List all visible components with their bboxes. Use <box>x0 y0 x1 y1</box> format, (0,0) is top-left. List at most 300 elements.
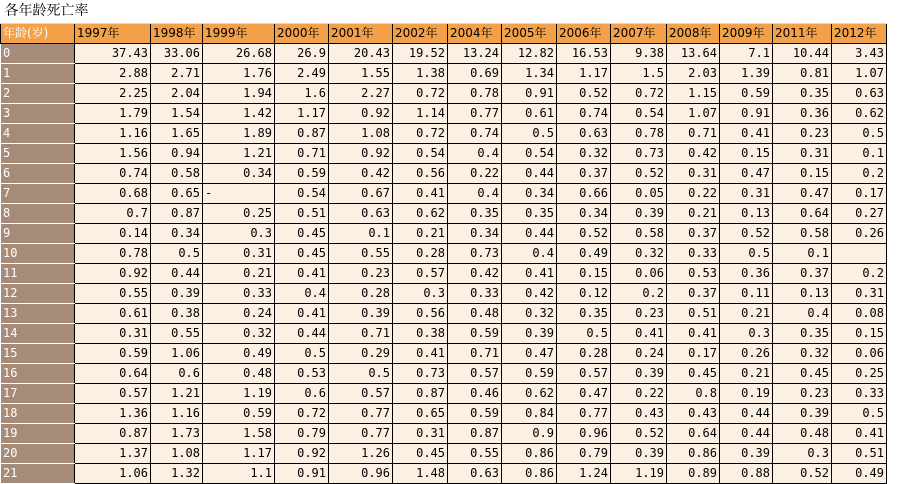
rate-cell[interactable] <box>832 243 887 263</box>
rate-cell[interactable]: 0.64 <box>773 203 832 223</box>
rate-cell[interactable]: 0.52 <box>720 223 773 243</box>
rate-cell[interactable]: 0.57 <box>75 383 151 403</box>
rate-cell[interactable]: 0.72 <box>393 123 448 143</box>
rate-cell[interactable]: 0.41 <box>275 263 329 283</box>
rate-cell[interactable]: 0.21 <box>393 223 448 243</box>
rate-cell[interactable]: 0.35 <box>557 303 611 323</box>
rate-cell[interactable]: 0.63 <box>329 203 393 223</box>
rate-cell[interactable]: 0.32 <box>773 343 832 363</box>
rate-cell[interactable]: 0.86 <box>667 443 720 463</box>
rate-cell[interactable]: 0.37 <box>667 283 720 303</box>
rate-cell[interactable]: 0.35 <box>773 83 832 103</box>
age-cell[interactable]: 12 <box>1 283 75 303</box>
rate-cell[interactable]: 0.33 <box>448 283 502 303</box>
year-column-header[interactable]: 2007年 <box>611 23 667 43</box>
rate-cell[interactable]: 0.31 <box>203 243 275 263</box>
rate-cell[interactable]: 0.48 <box>448 303 502 323</box>
rate-cell[interactable]: 0.42 <box>502 283 557 303</box>
rate-cell[interactable]: 0.45 <box>275 223 329 243</box>
rate-cell[interactable]: 0.53 <box>275 363 329 383</box>
year-column-header[interactable]: 2004年 <box>448 23 502 43</box>
rate-cell[interactable]: 0.19 <box>720 383 773 403</box>
year-column-header[interactable]: 2000年 <box>275 23 329 43</box>
rate-cell[interactable]: 0.39 <box>611 443 667 463</box>
rate-cell[interactable]: 1.17 <box>275 103 329 123</box>
year-column-header[interactable]: 2001年 <box>329 23 393 43</box>
age-cell[interactable]: 3 <box>1 103 75 123</box>
rate-cell[interactable]: 0.71 <box>329 323 393 343</box>
rate-cell[interactable]: 0.3 <box>393 283 448 303</box>
rate-cell[interactable]: 0.31 <box>773 143 832 163</box>
rate-cell[interactable]: 0.96 <box>329 463 393 483</box>
rate-cell[interactable]: 37.43 <box>75 43 151 63</box>
rate-cell[interactable]: 0.44 <box>720 403 773 423</box>
rate-cell[interactable]: 0.33 <box>203 283 275 303</box>
rate-cell[interactable]: 0.88 <box>720 463 773 483</box>
rate-cell[interactable]: 0.41 <box>393 343 448 363</box>
rate-cell[interactable]: 0.22 <box>611 383 667 403</box>
rate-cell[interactable]: 1.56 <box>75 143 151 163</box>
rate-cell[interactable]: 0.59 <box>448 323 502 343</box>
rate-cell[interactable]: 0.87 <box>275 123 329 143</box>
rate-cell[interactable]: 0.35 <box>448 203 502 223</box>
rate-cell[interactable]: 1.1 <box>203 463 275 483</box>
rate-cell[interactable]: 2.49 <box>275 63 329 83</box>
rate-cell[interactable]: 0.26 <box>720 343 773 363</box>
rate-cell[interactable]: 0.74 <box>75 163 151 183</box>
rate-cell[interactable]: 19.52 <box>393 43 448 63</box>
rate-cell[interactable]: 0.59 <box>502 363 557 383</box>
rate-cell[interactable]: 0.2 <box>832 263 887 283</box>
rate-cell[interactable]: 0.45 <box>667 363 720 383</box>
rate-cell[interactable]: 20.43 <box>329 43 393 63</box>
rate-cell[interactable]: 0.2 <box>611 283 667 303</box>
rate-cell[interactable]: 0.41 <box>611 323 667 343</box>
rate-cell[interactable]: 0.31 <box>393 423 448 443</box>
rate-cell[interactable]: 0.59 <box>75 343 151 363</box>
rate-cell[interactable]: 0.47 <box>502 343 557 363</box>
rate-cell[interactable]: 1.5 <box>611 63 667 83</box>
rate-cell[interactable]: 1.07 <box>832 63 887 83</box>
rate-cell[interactable]: 1.58 <box>203 423 275 443</box>
rate-cell[interactable]: 0.23 <box>773 123 832 143</box>
rate-cell[interactable]: 0.39 <box>611 363 667 383</box>
rate-cell[interactable]: 1.54 <box>151 103 203 123</box>
rate-cell[interactable]: 0.52 <box>557 223 611 243</box>
rate-cell[interactable]: 0.52 <box>773 463 832 483</box>
year-column-header[interactable]: 2011年 <box>773 23 832 43</box>
rate-cell[interactable]: 0.3 <box>203 223 275 243</box>
rate-cell[interactable]: 0.5 <box>557 323 611 343</box>
rate-cell[interactable]: 0.4 <box>773 303 832 323</box>
rate-cell[interactable]: 0.25 <box>203 203 275 223</box>
rate-cell[interactable]: 0.35 <box>773 323 832 343</box>
rate-cell[interactable]: 0.73 <box>448 243 502 263</box>
rate-cell[interactable]: 0.15 <box>720 143 773 163</box>
year-column-header[interactable]: 1997年 <box>75 23 151 43</box>
rate-cell[interactable]: 0.41 <box>720 123 773 143</box>
rate-cell[interactable]: 0.8 <box>667 383 720 403</box>
rate-cell[interactable]: 26.68 <box>203 43 275 63</box>
rate-cell[interactable]: 1.38 <box>393 63 448 83</box>
rate-cell[interactable]: 1.19 <box>203 383 275 403</box>
rate-cell[interactable]: 0.32 <box>611 243 667 263</box>
rate-cell[interactable]: 0.65 <box>393 403 448 423</box>
rate-cell[interactable]: 9.38 <box>611 43 667 63</box>
rate-cell[interactable]: 0.23 <box>329 263 393 283</box>
rate-cell[interactable]: 0.44 <box>151 263 203 283</box>
rate-cell[interactable]: 0.39 <box>329 303 393 323</box>
rate-cell[interactable]: 0.22 <box>448 163 502 183</box>
rate-cell[interactable]: 2.27 <box>329 83 393 103</box>
rate-cell[interactable]: 0.66 <box>557 183 611 203</box>
age-cell[interactable]: 15 <box>1 343 75 363</box>
rate-cell[interactable]: 0.92 <box>329 143 393 163</box>
rate-cell[interactable]: 0.34 <box>502 183 557 203</box>
rate-cell[interactable]: 1.34 <box>502 63 557 83</box>
rate-cell[interactable]: 0.57 <box>393 263 448 283</box>
rate-cell[interactable]: 1.89 <box>203 123 275 143</box>
rate-cell[interactable]: 0.17 <box>667 343 720 363</box>
rate-cell[interactable]: 0.39 <box>151 283 203 303</box>
rate-cell[interactable]: 0.62 <box>832 103 887 123</box>
rate-cell[interactable]: 0.33 <box>832 383 887 403</box>
rate-cell[interactable]: 1.24 <box>557 463 611 483</box>
rate-cell[interactable]: 0.69 <box>448 63 502 83</box>
rate-cell[interactable]: 0.94 <box>151 143 203 163</box>
age-cell[interactable]: 7 <box>1 183 75 203</box>
rate-cell[interactable]: 0.58 <box>151 163 203 183</box>
rate-cell[interactable]: 0.37 <box>557 163 611 183</box>
rate-cell[interactable]: 1.6 <box>275 83 329 103</box>
rate-cell[interactable]: 0.43 <box>611 403 667 423</box>
age-cell[interactable]: 0 <box>1 43 75 63</box>
rate-cell[interactable]: 16.53 <box>557 43 611 63</box>
rate-cell[interactable]: 0.11 <box>720 283 773 303</box>
rate-cell[interactable]: 0.5 <box>329 363 393 383</box>
rate-cell[interactable]: 0.73 <box>393 363 448 383</box>
rate-cell[interactable]: 0.41 <box>667 323 720 343</box>
rate-cell[interactable]: 0.79 <box>557 443 611 463</box>
rate-cell[interactable]: 0.55 <box>75 283 151 303</box>
rate-cell[interactable]: 0.28 <box>393 243 448 263</box>
rate-cell[interactable]: 0.59 <box>275 163 329 183</box>
rate-cell[interactable]: 0.21 <box>203 263 275 283</box>
rate-cell[interactable]: 1.06 <box>75 463 151 483</box>
rate-cell[interactable]: 0.55 <box>151 323 203 343</box>
rate-cell[interactable]: 1.42 <box>203 103 275 123</box>
rate-cell[interactable]: 1.55 <box>329 63 393 83</box>
rate-cell[interactable]: 0.39 <box>773 403 832 423</box>
rate-cell[interactable]: 2.88 <box>75 63 151 83</box>
age-cell[interactable]: 2 <box>1 83 75 103</box>
rate-cell[interactable]: 0.91 <box>502 83 557 103</box>
age-column-header[interactable]: 年龄(岁) <box>1 23 75 43</box>
age-cell[interactable]: 18 <box>1 403 75 423</box>
rate-cell[interactable]: 0.49 <box>203 343 275 363</box>
rate-cell[interactable]: 1.17 <box>557 63 611 83</box>
rate-cell[interactable]: 0.72 <box>393 83 448 103</box>
rate-cell[interactable]: 0.86 <box>502 443 557 463</box>
rate-cell[interactable]: 0.73 <box>611 143 667 163</box>
rate-cell[interactable]: 0.54 <box>393 143 448 163</box>
rate-cell[interactable]: 1.08 <box>151 443 203 463</box>
rate-cell[interactable]: 1.73 <box>151 423 203 443</box>
rate-cell[interactable]: 0.1 <box>773 243 832 263</box>
rate-cell[interactable]: 0.78 <box>448 83 502 103</box>
year-column-header[interactable]: 1999年 <box>203 23 275 43</box>
rate-cell[interactable]: 0.42 <box>329 163 393 183</box>
year-column-header[interactable]: 2012年 <box>832 23 887 43</box>
age-cell[interactable]: 21 <box>1 463 75 483</box>
rate-cell[interactable]: 0.55 <box>448 443 502 463</box>
rate-cell[interactable]: 0.34 <box>557 203 611 223</box>
rate-cell[interactable]: 0.74 <box>448 123 502 143</box>
rate-cell[interactable]: 0.1 <box>329 223 393 243</box>
rate-cell[interactable]: 0.77 <box>448 103 502 123</box>
rate-cell[interactable]: 0.91 <box>275 463 329 483</box>
rate-cell[interactable]: 13.24 <box>448 43 502 63</box>
rate-cell[interactable]: 0.36 <box>773 103 832 123</box>
rate-cell[interactable]: 0.14 <box>75 223 151 243</box>
rate-cell[interactable]: 0.5 <box>151 243 203 263</box>
rate-cell[interactable]: 0.47 <box>720 163 773 183</box>
rate-cell[interactable]: 0.61 <box>75 303 151 323</box>
rate-cell[interactable]: 0.46 <box>448 383 502 403</box>
rate-cell[interactable]: 0.24 <box>203 303 275 323</box>
rate-cell[interactable]: 0.78 <box>611 123 667 143</box>
rate-cell[interactable]: 0.21 <box>720 303 773 323</box>
rate-cell[interactable]: 0.54 <box>275 183 329 203</box>
age-cell[interactable]: 20 <box>1 443 75 463</box>
rate-cell[interactable]: 0.31 <box>667 163 720 183</box>
rate-cell[interactable]: 0.64 <box>75 363 151 383</box>
rate-cell[interactable]: 0.49 <box>557 243 611 263</box>
rate-cell[interactable]: 0.57 <box>448 363 502 383</box>
rate-cell[interactable]: 0.37 <box>667 223 720 243</box>
rate-cell[interactable]: 0.77 <box>329 403 393 423</box>
rate-cell[interactable]: 0.65 <box>151 183 203 203</box>
year-column-header[interactable]: 2002年 <box>393 23 448 43</box>
age-cell[interactable]: 14 <box>1 323 75 343</box>
rate-cell[interactable]: 0.91 <box>720 103 773 123</box>
rate-cell[interactable]: 0.21 <box>720 363 773 383</box>
year-column-header[interactable]: 2006年 <box>557 23 611 43</box>
rate-cell[interactable]: 0.28 <box>557 343 611 363</box>
rate-cell[interactable]: 0.52 <box>557 83 611 103</box>
rate-cell[interactable]: 0.54 <box>611 103 667 123</box>
rate-cell[interactable]: 0.41 <box>502 263 557 283</box>
rate-cell[interactable]: 0.41 <box>832 423 887 443</box>
rate-cell[interactable]: 0.21 <box>667 203 720 223</box>
rate-cell[interactable]: 2.03 <box>667 63 720 83</box>
rate-cell[interactable]: 0.33 <box>667 243 720 263</box>
age-cell[interactable]: 19 <box>1 423 75 443</box>
rate-cell[interactable]: 0.5 <box>275 343 329 363</box>
rate-cell[interactable]: 13.64 <box>667 43 720 63</box>
rate-cell[interactable]: 0.56 <box>393 303 448 323</box>
rate-cell[interactable]: 0.68 <box>75 183 151 203</box>
rate-cell[interactable]: 0.47 <box>557 383 611 403</box>
rate-cell[interactable]: 0.77 <box>329 423 393 443</box>
rate-cell[interactable]: 1.65 <box>151 123 203 143</box>
rate-cell[interactable]: 0.52 <box>611 423 667 443</box>
rate-cell[interactable]: 0.17 <box>832 183 887 203</box>
age-cell[interactable]: 13 <box>1 303 75 323</box>
rate-cell[interactable]: 0.45 <box>393 443 448 463</box>
rate-cell[interactable]: 0.63 <box>448 463 502 483</box>
rate-cell[interactable]: 0.05 <box>611 183 667 203</box>
rate-cell[interactable]: 0.26 <box>832 223 887 243</box>
rate-cell[interactable]: 0.34 <box>203 163 275 183</box>
rate-cell[interactable]: 0.67 <box>329 183 393 203</box>
rate-cell[interactable]: 0.87 <box>448 423 502 443</box>
rate-cell[interactable]: 1.21 <box>203 143 275 163</box>
rate-cell[interactable]: 1.16 <box>75 123 151 143</box>
rate-cell[interactable]: 0.52 <box>611 163 667 183</box>
rate-cell[interactable]: 0.24 <box>611 343 667 363</box>
rate-cell[interactable]: 0.35 <box>502 203 557 223</box>
rate-cell[interactable]: 0.87 <box>393 383 448 403</box>
rate-cell[interactable]: 0.54 <box>502 143 557 163</box>
rate-cell[interactable]: 0.92 <box>275 443 329 463</box>
rate-cell[interactable]: 1.06 <box>151 343 203 363</box>
rate-cell[interactable]: 0.27 <box>832 203 887 223</box>
rate-cell[interactable]: 0.86 <box>502 463 557 483</box>
rate-cell[interactable]: 0.31 <box>720 183 773 203</box>
rate-cell[interactable]: 0.9 <box>502 423 557 443</box>
rate-cell[interactable]: 0.28 <box>329 283 393 303</box>
rate-cell[interactable]: 0.5 <box>832 123 887 143</box>
rate-cell[interactable]: 1.07 <box>667 103 720 123</box>
rate-cell[interactable]: 0.61 <box>502 103 557 123</box>
rate-cell[interactable]: 0.63 <box>832 83 887 103</box>
rate-cell[interactable]: 0.5 <box>720 243 773 263</box>
rate-cell[interactable]: 0.56 <box>393 163 448 183</box>
sheet-title[interactable]: 各年龄死亡率 <box>1 0 887 23</box>
rate-cell[interactable]: 3.43 <box>832 43 887 63</box>
age-cell[interactable]: 5 <box>1 143 75 163</box>
rate-cell[interactable]: 0.32 <box>502 303 557 323</box>
rate-cell[interactable]: 0.48 <box>203 363 275 383</box>
rate-cell[interactable]: 0.29 <box>329 343 393 363</box>
rate-cell[interactable]: 0.12 <box>557 283 611 303</box>
rate-cell[interactable]: 1.15 <box>667 83 720 103</box>
rate-cell[interactable]: 0.39 <box>611 203 667 223</box>
rate-cell[interactable]: 0.44 <box>720 423 773 443</box>
rate-cell[interactable]: 0.48 <box>773 423 832 443</box>
rate-cell[interactable]: 0.53 <box>667 263 720 283</box>
rate-cell[interactable]: 0.32 <box>203 323 275 343</box>
rate-cell[interactable]: 0.55 <box>329 243 393 263</box>
rate-cell[interactable]: 0.59 <box>203 403 275 423</box>
rate-cell[interactable]: 2.71 <box>151 63 203 83</box>
rate-cell[interactable]: 0.6 <box>275 383 329 403</box>
rate-cell[interactable]: 1.39 <box>720 63 773 83</box>
rate-cell[interactable]: 0.5 <box>502 123 557 143</box>
rate-cell[interactable]: 0.15 <box>557 263 611 283</box>
age-cell[interactable]: 6 <box>1 163 75 183</box>
age-cell[interactable]: 9 <box>1 223 75 243</box>
rate-cell[interactable]: 0.41 <box>275 303 329 323</box>
age-cell[interactable]: 17 <box>1 383 75 403</box>
age-cell[interactable]: 16 <box>1 363 75 383</box>
rate-cell[interactable]: 0.37 <box>773 263 832 283</box>
age-cell[interactable]: 4 <box>1 123 75 143</box>
rate-cell[interactable]: 0.4 <box>448 183 502 203</box>
rate-cell[interactable]: 26.9 <box>275 43 329 63</box>
rate-cell[interactable]: 0.08 <box>832 303 887 323</box>
rate-cell[interactable]: 0.62 <box>502 383 557 403</box>
rate-cell[interactable]: 1.26 <box>329 443 393 463</box>
rate-cell[interactable]: 0.22 <box>667 183 720 203</box>
rate-cell[interactable]: - <box>203 183 275 203</box>
rate-cell[interactable]: 0.92 <box>329 103 393 123</box>
rate-cell[interactable]: 0.77 <box>557 403 611 423</box>
rate-cell[interactable]: 0.72 <box>611 83 667 103</box>
rate-cell[interactable]: 1.94 <box>203 83 275 103</box>
rate-cell[interactable]: 0.7 <box>75 203 151 223</box>
rate-cell[interactable]: 2.04 <box>151 83 203 103</box>
rate-cell[interactable]: 0.3 <box>720 323 773 343</box>
rate-cell[interactable]: 1.14 <box>393 103 448 123</box>
rate-cell[interactable]: 0.2 <box>832 163 887 183</box>
rate-cell[interactable]: 0.49 <box>832 463 887 483</box>
rate-cell[interactable]: 0.34 <box>151 223 203 243</box>
rate-cell[interactable]: 0.59 <box>720 83 773 103</box>
rate-cell[interactable]: 0.89 <box>667 463 720 483</box>
rate-cell[interactable]: 0.71 <box>448 343 502 363</box>
rate-cell[interactable]: 0.38 <box>393 323 448 343</box>
rate-cell[interactable]: 12.82 <box>502 43 557 63</box>
rate-cell[interactable]: 0.06 <box>832 343 887 363</box>
rate-cell[interactable]: 0.5 <box>832 403 887 423</box>
rate-cell[interactable]: 0.92 <box>75 263 151 283</box>
rate-cell[interactable]: 0.39 <box>502 323 557 343</box>
rate-cell[interactable]: 1.32 <box>151 463 203 483</box>
rate-cell[interactable]: 0.31 <box>75 323 151 343</box>
rate-cell[interactable]: 0.44 <box>502 163 557 183</box>
rate-cell[interactable]: 0.23 <box>611 303 667 323</box>
rate-cell[interactable]: 0.42 <box>667 143 720 163</box>
rate-cell[interactable]: 0.41 <box>393 183 448 203</box>
rate-cell[interactable]: 0.87 <box>151 203 203 223</box>
rate-cell[interactable]: 0.44 <box>275 323 329 343</box>
rate-cell[interactable]: 0.25 <box>832 363 887 383</box>
rate-cell[interactable]: 0.71 <box>275 143 329 163</box>
rate-cell[interactable]: 0.47 <box>773 183 832 203</box>
rate-cell[interactable]: 0.96 <box>557 423 611 443</box>
rate-cell[interactable]: 1.16 <box>151 403 203 423</box>
rate-cell[interactable]: 0.34 <box>448 223 502 243</box>
rate-cell[interactable]: 0.15 <box>773 163 832 183</box>
rate-cell[interactable]: 0.39 <box>720 443 773 463</box>
rate-cell[interactable]: 1.36 <box>75 403 151 423</box>
age-cell[interactable]: 8 <box>1 203 75 223</box>
rate-cell[interactable]: 0.42 <box>448 263 502 283</box>
rate-cell[interactable]: 0.64 <box>667 423 720 443</box>
rate-cell[interactable]: 0.62 <box>393 203 448 223</box>
rate-cell[interactable]: 0.79 <box>275 423 329 443</box>
rate-cell[interactable]: 0.13 <box>773 283 832 303</box>
rate-cell[interactable]: 1.37 <box>75 443 151 463</box>
rate-cell[interactable]: 33.06 <box>151 43 203 63</box>
rate-cell[interactable]: 0.23 <box>773 383 832 403</box>
rate-cell[interactable]: 0.51 <box>275 203 329 223</box>
rate-cell[interactable]: 0.63 <box>557 123 611 143</box>
rate-cell[interactable]: 0.3 <box>773 443 832 463</box>
rate-cell[interactable]: 1.76 <box>203 63 275 83</box>
